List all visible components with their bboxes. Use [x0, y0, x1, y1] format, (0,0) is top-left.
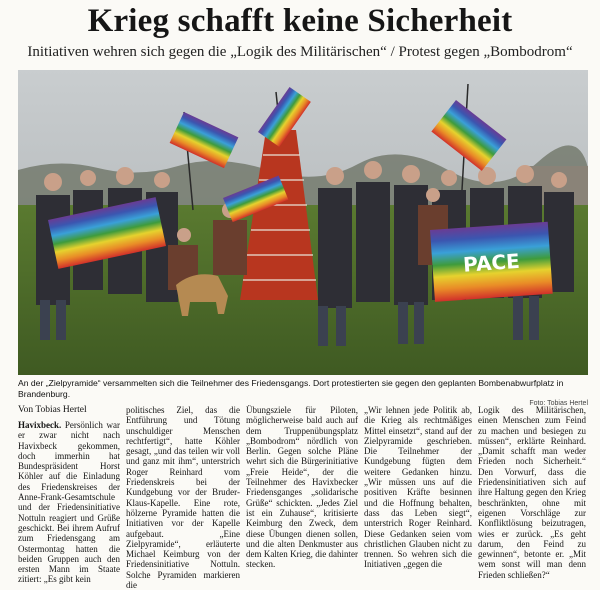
- byline: Von Tobias Hertel: [18, 405, 87, 415]
- article-column-3: Übungsziele für Piloten, möglicherweise bald auch auf dem Truppenübungsplatz „Bombodrom“ nördlich von Berlin. Gegen solche Pläne wehrt sich die Bürgerinitiative „Freie Heide“, der die Teilnehmer des Havixbecker Friedensganges „solidarische Grüße“ schickten. „Jedes Ziel ist ein Zuhause“, kritisierte Keimburg den Zweck, dem diese Übungen dienen sollen, und die alten Denkmuster aus dem Kalten Krieg, die dahinter stecken.: [246, 405, 358, 570]
- subheadline: Initiativen wehren sich gegen die „Logik des Militärischen“ / Protest gegen „Bombodrom“: [27, 44, 573, 60]
- photo-illustration: [18, 70, 588, 375]
- article-column-1-text: Persönlich war er zwar nicht nach Havixbeck gekommen, doch immerhin hat Bundespräsident Horst Köhler auf die Einladung des Friedenskreises der Anne-Frank-Gesamtschule und der Friedensinitiative Nottuln reagiert und Grüße geschickt. Bei ihrem Aufruf zum Friedensgang am Ostermontag hatten die beiden Gruppen auch den ersten Mann im Staate zitiert: „Es gibt kein: [18, 420, 120, 585]
- news-photo: [18, 70, 588, 375]
- article-column-1: [18, 420, 120, 585]
- dateline: Havixbeck.: [18, 420, 62, 430]
- photo-caption: An der „Zielpyramide“ versammelten sich die Teilnehmer des Friedensgangs. Dort protestierten sie gegen den geplanten Bombenabwurfplatz in Brandenburg.: [18, 378, 564, 399]
- article-column-4: „Wir lehnen jede Politik ab, die Krieg als rechtmäßiges Mittel einsetzt“, stand auf der Zielpyramide geschrieben. Die Teilnehmer der Kundgebung fügten dem weitere Gedanken hinzu. „Wir müssen uns auf die positiven Kräfte besinnen und die Hoffnung behalten, dass das Leben siegt“, unterstrich Roger Reinhard. Diese Gedanken seien vom christlichen Glauben nicht zu trennen. So wehren sich die Initiativen „gegen die: [364, 405, 472, 570]
- photo-credit: Foto: Tobias Hertel: [529, 400, 588, 407]
- article-column-2: politisches Ziel, das die Entführung und Tötung unschuldiger Menschen rechtfertigt“, hatte Köhler gesagt, „und das teilen wir voll und ganz mit ihm“, unterstrich Roger Reinhard vom Friedenskreis bei der Kundgebung vor der Bruder-Klaus-Kapelle. Eine rote, hölzerne Pyramide hatten die Initiativen vor der Kapelle aufgebaut. „Eine Zielpyramide“, erläuterte Michael Keimburg von der Friedensinitiative Nottuln. Solche Pyramiden markieren die: [126, 405, 240, 590]
- headline: Krieg schafft keine Sicherheit: [87, 3, 513, 39]
- article-column-5: Logik des Militärischen, einen Menschen zum Feind zu machen und besiegen zu müssen“, erklärte Reinhard. „Damit schafft man weder Frieden noch Sicherheit.“ Den Vorwurf, dass die Friedensinitiativen sich auf ihre Haltung gegen den Krieg beschränkten, ohne mit eigenen Vorschläge zur Konfliktlösung beizutragen, wies er zurück. „Es geht darum, den Feind zu gewinnen“, betonte er. „Mit wem sonst will man denn Frieden schließen?“: [478, 405, 586, 580]
- pace-banner-text: PACE: [462, 248, 521, 277]
